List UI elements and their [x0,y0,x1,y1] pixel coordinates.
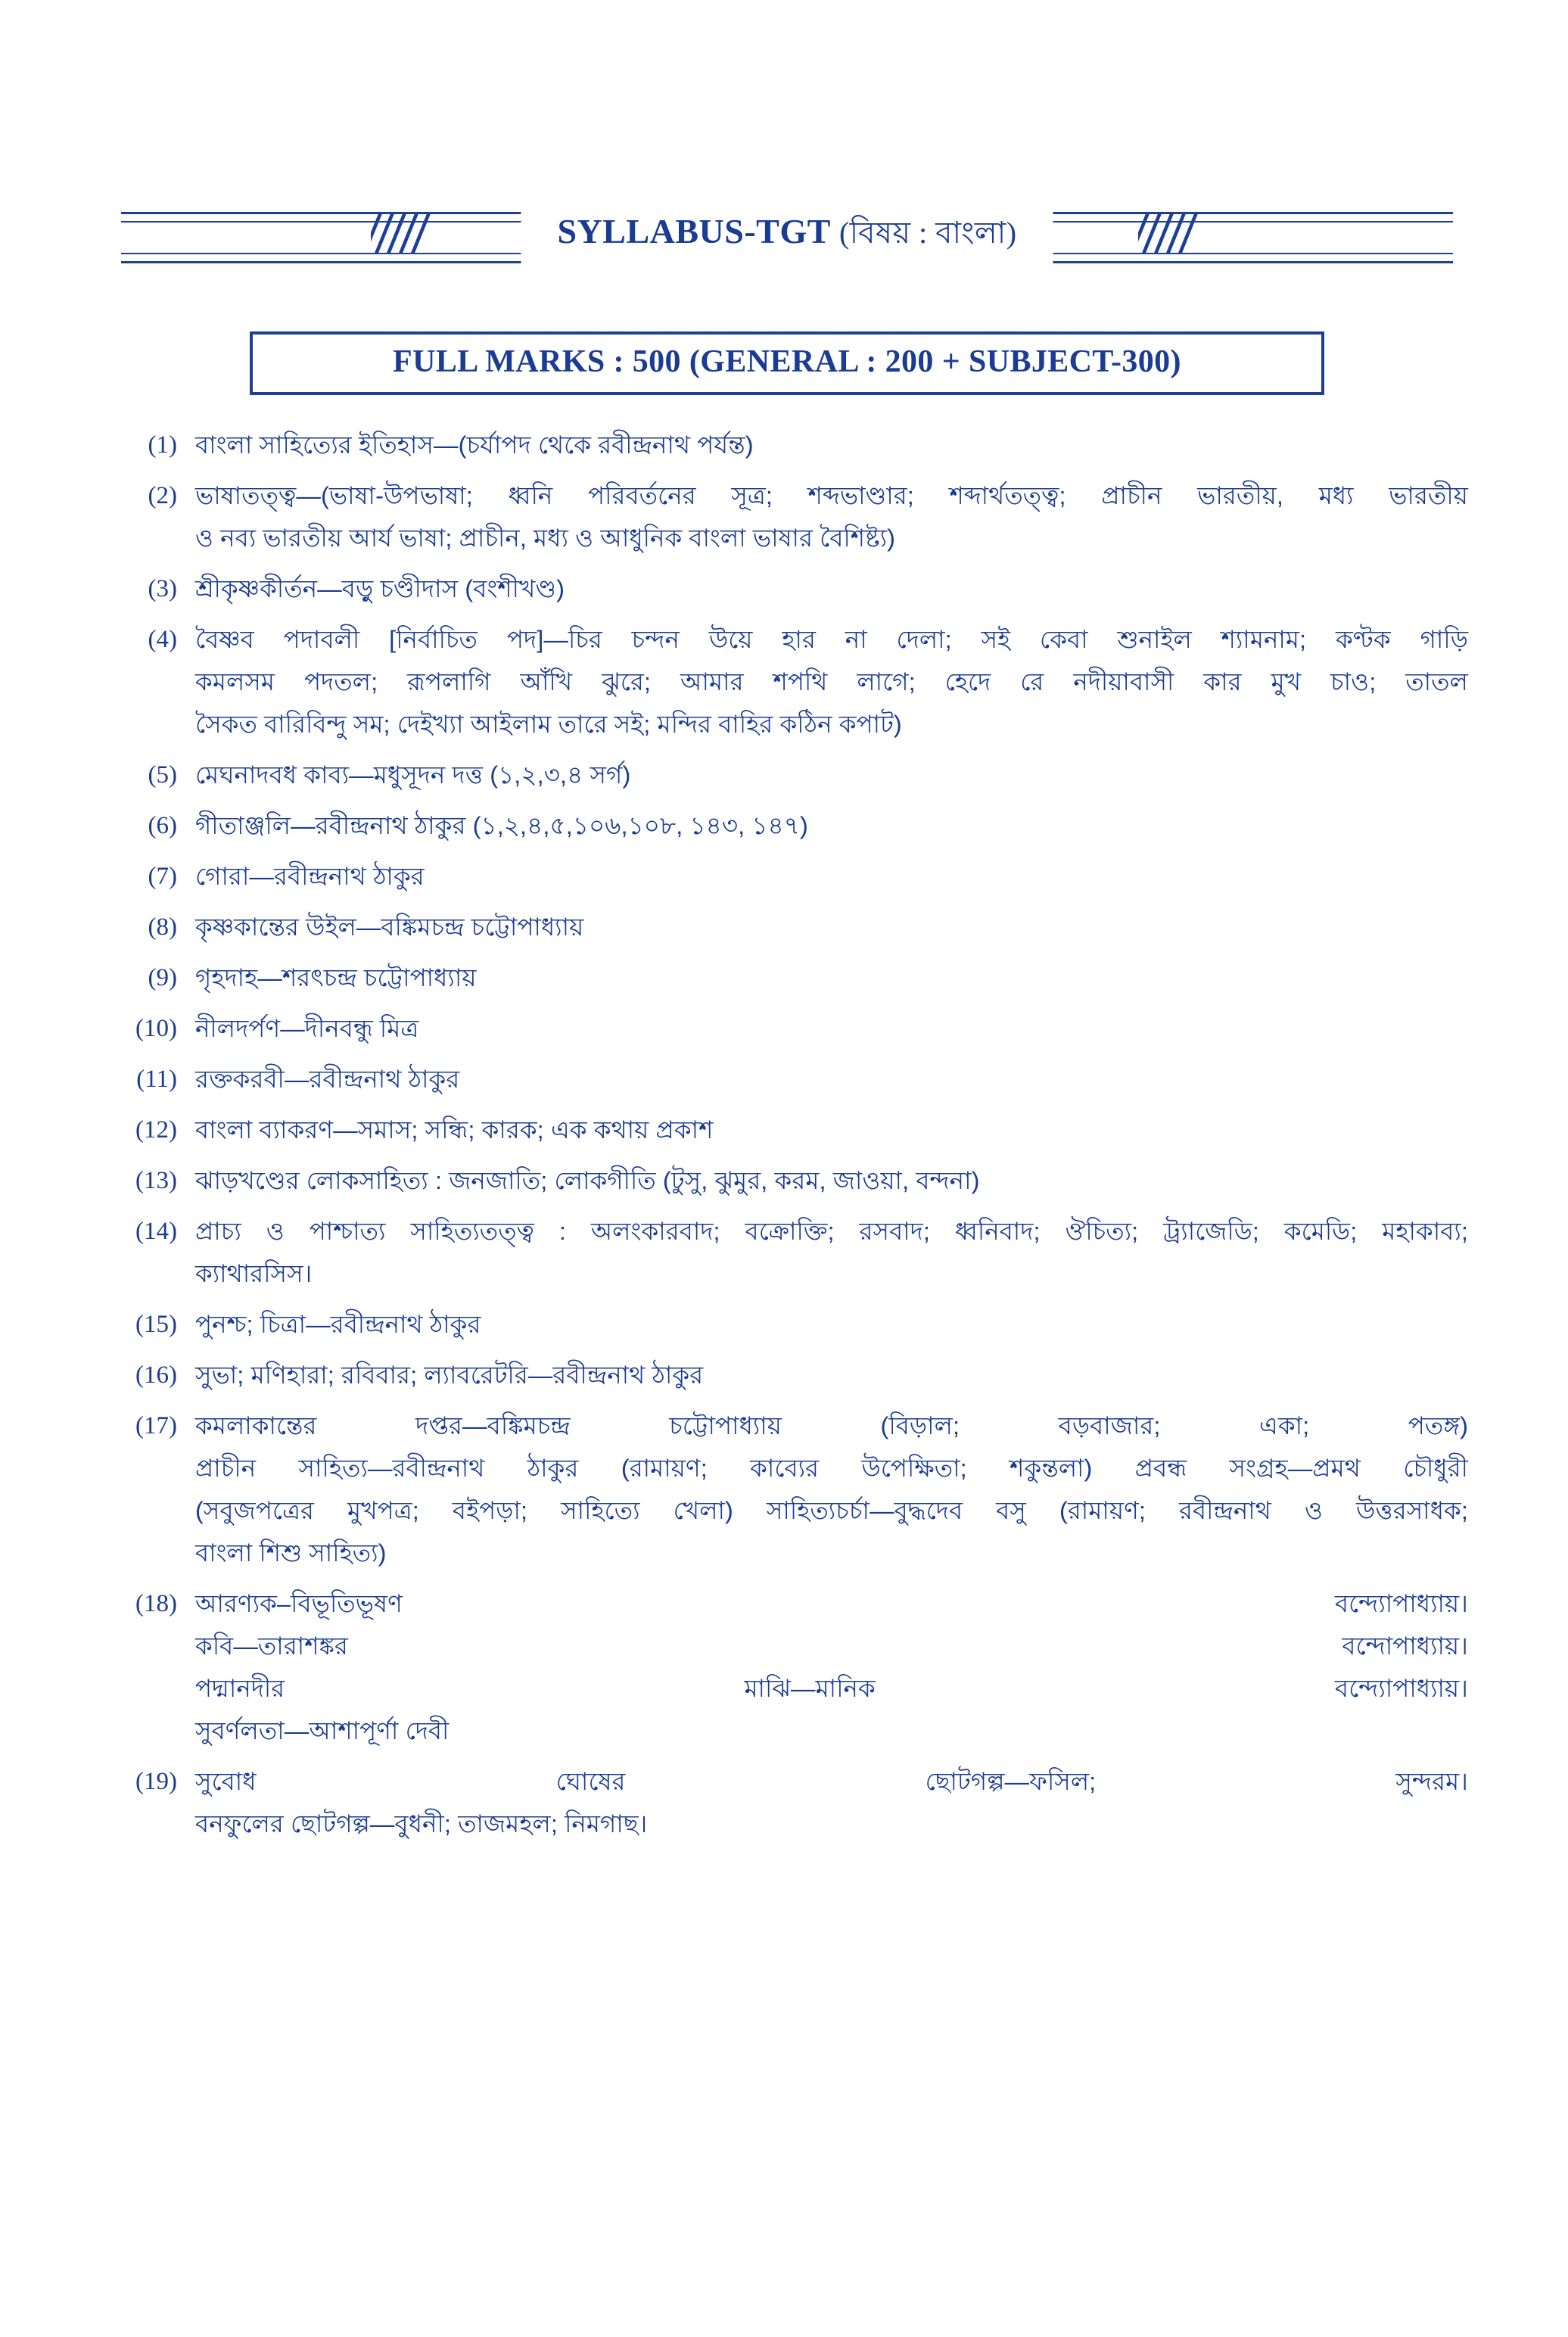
syllabus-item-line: কৃষ্ণকান্তের উইল—বঙ্কিমচন্দ্র চট্টোপাধ্যায় [195,913,584,941]
syllabus-item-number: (4) [148,626,177,653]
syllabus-item-line: বনফুলের ছোটগল্প—বুধনী; তাজমহল; নিমগাছ। [195,1810,648,1838]
syllabus-item-body [195,1159,1468,1202]
syllabus-item-body [195,475,1468,559]
syllabus-item-line: কমলসম পদতল; রূপলাগি আঁখি ঝুরে; আমার শপথি লাগে; হেদে রে নদীয়াবাসী কার মুখ চাও; তাতল [195,668,1468,695]
syllabus-item-body [195,754,1468,796]
syllabus-item-line: বাংলা শিশু সাহিত্য) [195,1539,387,1567]
syllabus-item-line: শ্রীকৃষ্ণকীর্তন—বড়ু চণ্ডীদাস (বংশীখণ্ড) [195,575,565,602]
syllabus-item-line: গীতাঞ্জলি—রবীন্দ্রনাথ ঠাকুর (১,২,৪,৫,১০৬,১০৮, ১৪৩, ১৪৭) [195,812,808,839]
syllabus-item-number: (14) [135,1218,177,1245]
syllabus-item-line: সুবোধ ঘোষের ছোটগল্প—ফসিল; সুন্দরম। [195,1768,1468,1795]
syllabus-item-number: (2) [148,482,177,509]
syllabus-item [114,957,1468,999]
syllabus-item [114,906,1468,948]
syllabus-item-line: পদ্মানদীর মাঝি—মানিক বন্দ্যোপাধ্যায়। [195,1675,1468,1702]
syllabus-item [114,475,1468,559]
syllabus-item-line: ভাষাতত্ত্ব—(ভাষা-উপভাষা; ধ্বনি পরিবর্তনের সূত্র; শব্দভাণ্ডার; শব্দার্থতত্ত্ব; প্রাচীন ভারতীয়, মধ্য ভারতীয় [195,482,1468,509]
syllabus-item-line: (সবুজপত্রের মুখপত্র; বইপড়া; সাহিত্যে খেলা) সাহিত্যচর্চা—বুদ্ধদেব বসু (রামায়ণ; রবীন্দ্রনাথ ও উত্তরসাধক; [195,1497,1468,1524]
syllabus-item [114,1582,1468,1752]
syllabus-item-line: আরণ্যক–বিভূতিভূষণ বন্দ্যোপাধ্যায়। [195,1590,1468,1617]
syllabus-item-line: পুনশ্চ; চিত্রা—রবীন্দ্রনাথ ঠাকুর [195,1311,481,1338]
syllabus-item [114,1303,1468,1346]
syllabus-item-line: বাংলা ব্যাকরণ—সমাস; সন্ধি; কারক; এক কথায় প্রকাশ [195,1116,714,1144]
syllabus-item-body [195,1210,1468,1295]
syllabus-item-line: ক্যাথারসিস। [195,1260,313,1287]
syllabus-item-number: (16) [135,1361,177,1389]
syllabus-item-body [195,618,1468,745]
syllabus-item-body [195,906,1468,948]
syllabus-item-number: (19) [135,1768,177,1795]
syllabus-item [114,1760,1468,1845]
syllabus-item-line: সুভা; মণিহারা; রবিবার; ল্যাবরেটরি—রবীন্দ্রনাথ ঠাকুর [195,1361,704,1389]
page-title-main: SYLLABUS-TGT [557,212,830,251]
syllabus-item-number: (10) [135,1015,177,1042]
syllabus-list [114,424,1468,1853]
syllabus-item-body [195,1058,1468,1100]
syllabus-item-body [195,957,1468,999]
syllabus-item [114,424,1468,466]
syllabus-item-number: (9) [148,964,177,991]
syllabus-item-line: প্রাচীন সাহিত্য—রবীন্দ্রনাথ ঠাকুর (রামায়ণ; কাব্যের উপেক্ষিতা; শকুন্তলা) প্রবন্ধ সংগ্রহ—প্রমথ চৌধুরী [195,1455,1468,1482]
syllabus-item-line: রক্তকরবী—রবীন্দ্রনাথ ঠাকুর [195,1066,460,1093]
syllabus-item-line: বৈষ্ণব পদাবলী [নির্বাচিত পদ]—চির চন্দন উয়ে হার না দেলা; সই কেবা শুনাইল শ্যামনাম; কণ্টক গাড়ি [195,626,1468,653]
hatch-decoration-left [371,212,436,253]
syllabus-item-number: (6) [148,812,177,839]
syllabus-item-number: (5) [148,761,177,789]
syllabus-item-number: (8) [148,913,177,941]
syllabus-item-body [195,855,1468,898]
syllabus-item-number: (17) [135,1412,177,1439]
syllabus-item [114,855,1468,898]
document-title-band [121,195,1453,279]
syllabus-item-number: (11) [136,1066,177,1093]
syllabus-item [114,568,1468,610]
page-title-subject: (বিষয় : বাংলা) [838,216,1017,250]
syllabus-item-body [195,1405,1468,1574]
full-marks-box [250,331,1324,395]
hatch-decoration-right [1138,212,1203,253]
page-title [521,195,1053,269]
syllabus-item [114,1354,1468,1396]
syllabus-item-line: বাংলা সাহিত্যের ইতিহাস—(চর্যাপদ থেকে রবীন্দ্রনাথ পর্যন্ত) [195,431,754,459]
syllabus-item-line: ও নব্য ভারতীয় আর্য ভাষা; প্রাচীন, মধ্য ও আধুনিক বাংলা ভাষার বৈশিষ্ট্য) [195,524,896,552]
syllabus-item-number: (18) [135,1590,177,1617]
syllabus-item-body [195,424,1468,466]
syllabus-item-body [195,1109,1468,1151]
syllabus-item-body [195,568,1468,610]
full-marks-text: FULL MARKS : 500 (GENERAL : 200 + SUBJECT-300) [393,344,1181,379]
syllabus-item-number: (12) [135,1116,177,1144]
syllabus-item [114,618,1468,745]
syllabus-item-body [195,1303,1468,1346]
syllabus-item-body [195,1760,1468,1845]
syllabus-item-number: (7) [148,863,177,890]
syllabus-item-number: (15) [135,1311,177,1338]
syllabus-item-line: নীলদর্পণ—দীনবন্ধু মিত্র [195,1015,419,1042]
syllabus-item-line: গোরা—রবীন্দ্রনাথ ঠাকুর [195,863,425,890]
syllabus-item-line: সৈকত বারিবিন্দু সম; দেইখ্যা আইলাম তারে সই; মন্দির বাহির কঠিন কপাট) [195,711,902,738]
syllabus-item [114,754,1468,796]
syllabus-item-number: (13) [135,1167,177,1194]
syllabus-item [114,1007,1468,1050]
syllabus-item-line: ঝাড়খণ্ডের লোকসাহিত্য : জনজাতি; লোকগীতি (টুসু, ঝুমুর, করম, জাওয়া, বন্দনা) [195,1167,980,1194]
syllabus-item-number: (3) [148,575,177,602]
syllabus-item [114,1058,1468,1100]
syllabus-item-body [195,804,1468,847]
syllabus-item-line: কবি—তারাশঙ্কর বন্দোপাধ্যায়। [195,1632,1468,1660]
syllabus-item-line: মেঘনাদবধ কাব্য—মধুসূদন দত্ত (১,২,৩,৪ সর্গ) [195,761,631,789]
syllabus-item-body [195,1582,1468,1752]
syllabus-item-body [195,1007,1468,1050]
syllabus-item-line: সুবর্ণলতা—আশাপূর্ণা দেবী [195,1717,450,1744]
syllabus-item [114,1405,1468,1574]
syllabus-item [114,1210,1468,1295]
syllabus-item-body [195,1354,1468,1396]
syllabus-item-number: (1) [148,431,177,459]
syllabus-item [114,804,1468,847]
syllabus-item [114,1109,1468,1151]
syllabus-item-line: প্রাচ্য ও পাশ্চাত্য সাহিত্যতত্ত্ব : অলংকারবাদ; বক্রোক্তি; রসবাদ; ধ্বনিবাদ; ঔচিত্য; ট্র্যাজেডি; কমেডি; মহাকাব্য; [195,1218,1468,1245]
syllabus-item [114,1159,1468,1202]
syllabus-item-line: গৃহদাহ—শরৎচন্দ্র চট্টোপাধ্যায় [195,964,477,991]
syllabus-item-line: কমলাকান্তের দপ্তর—বঙ্কিমচন্দ্র চট্টোপাধ্যায় (বিড়াল; বড়বাজার; একা; পতঙ্গ) [195,1412,1468,1439]
